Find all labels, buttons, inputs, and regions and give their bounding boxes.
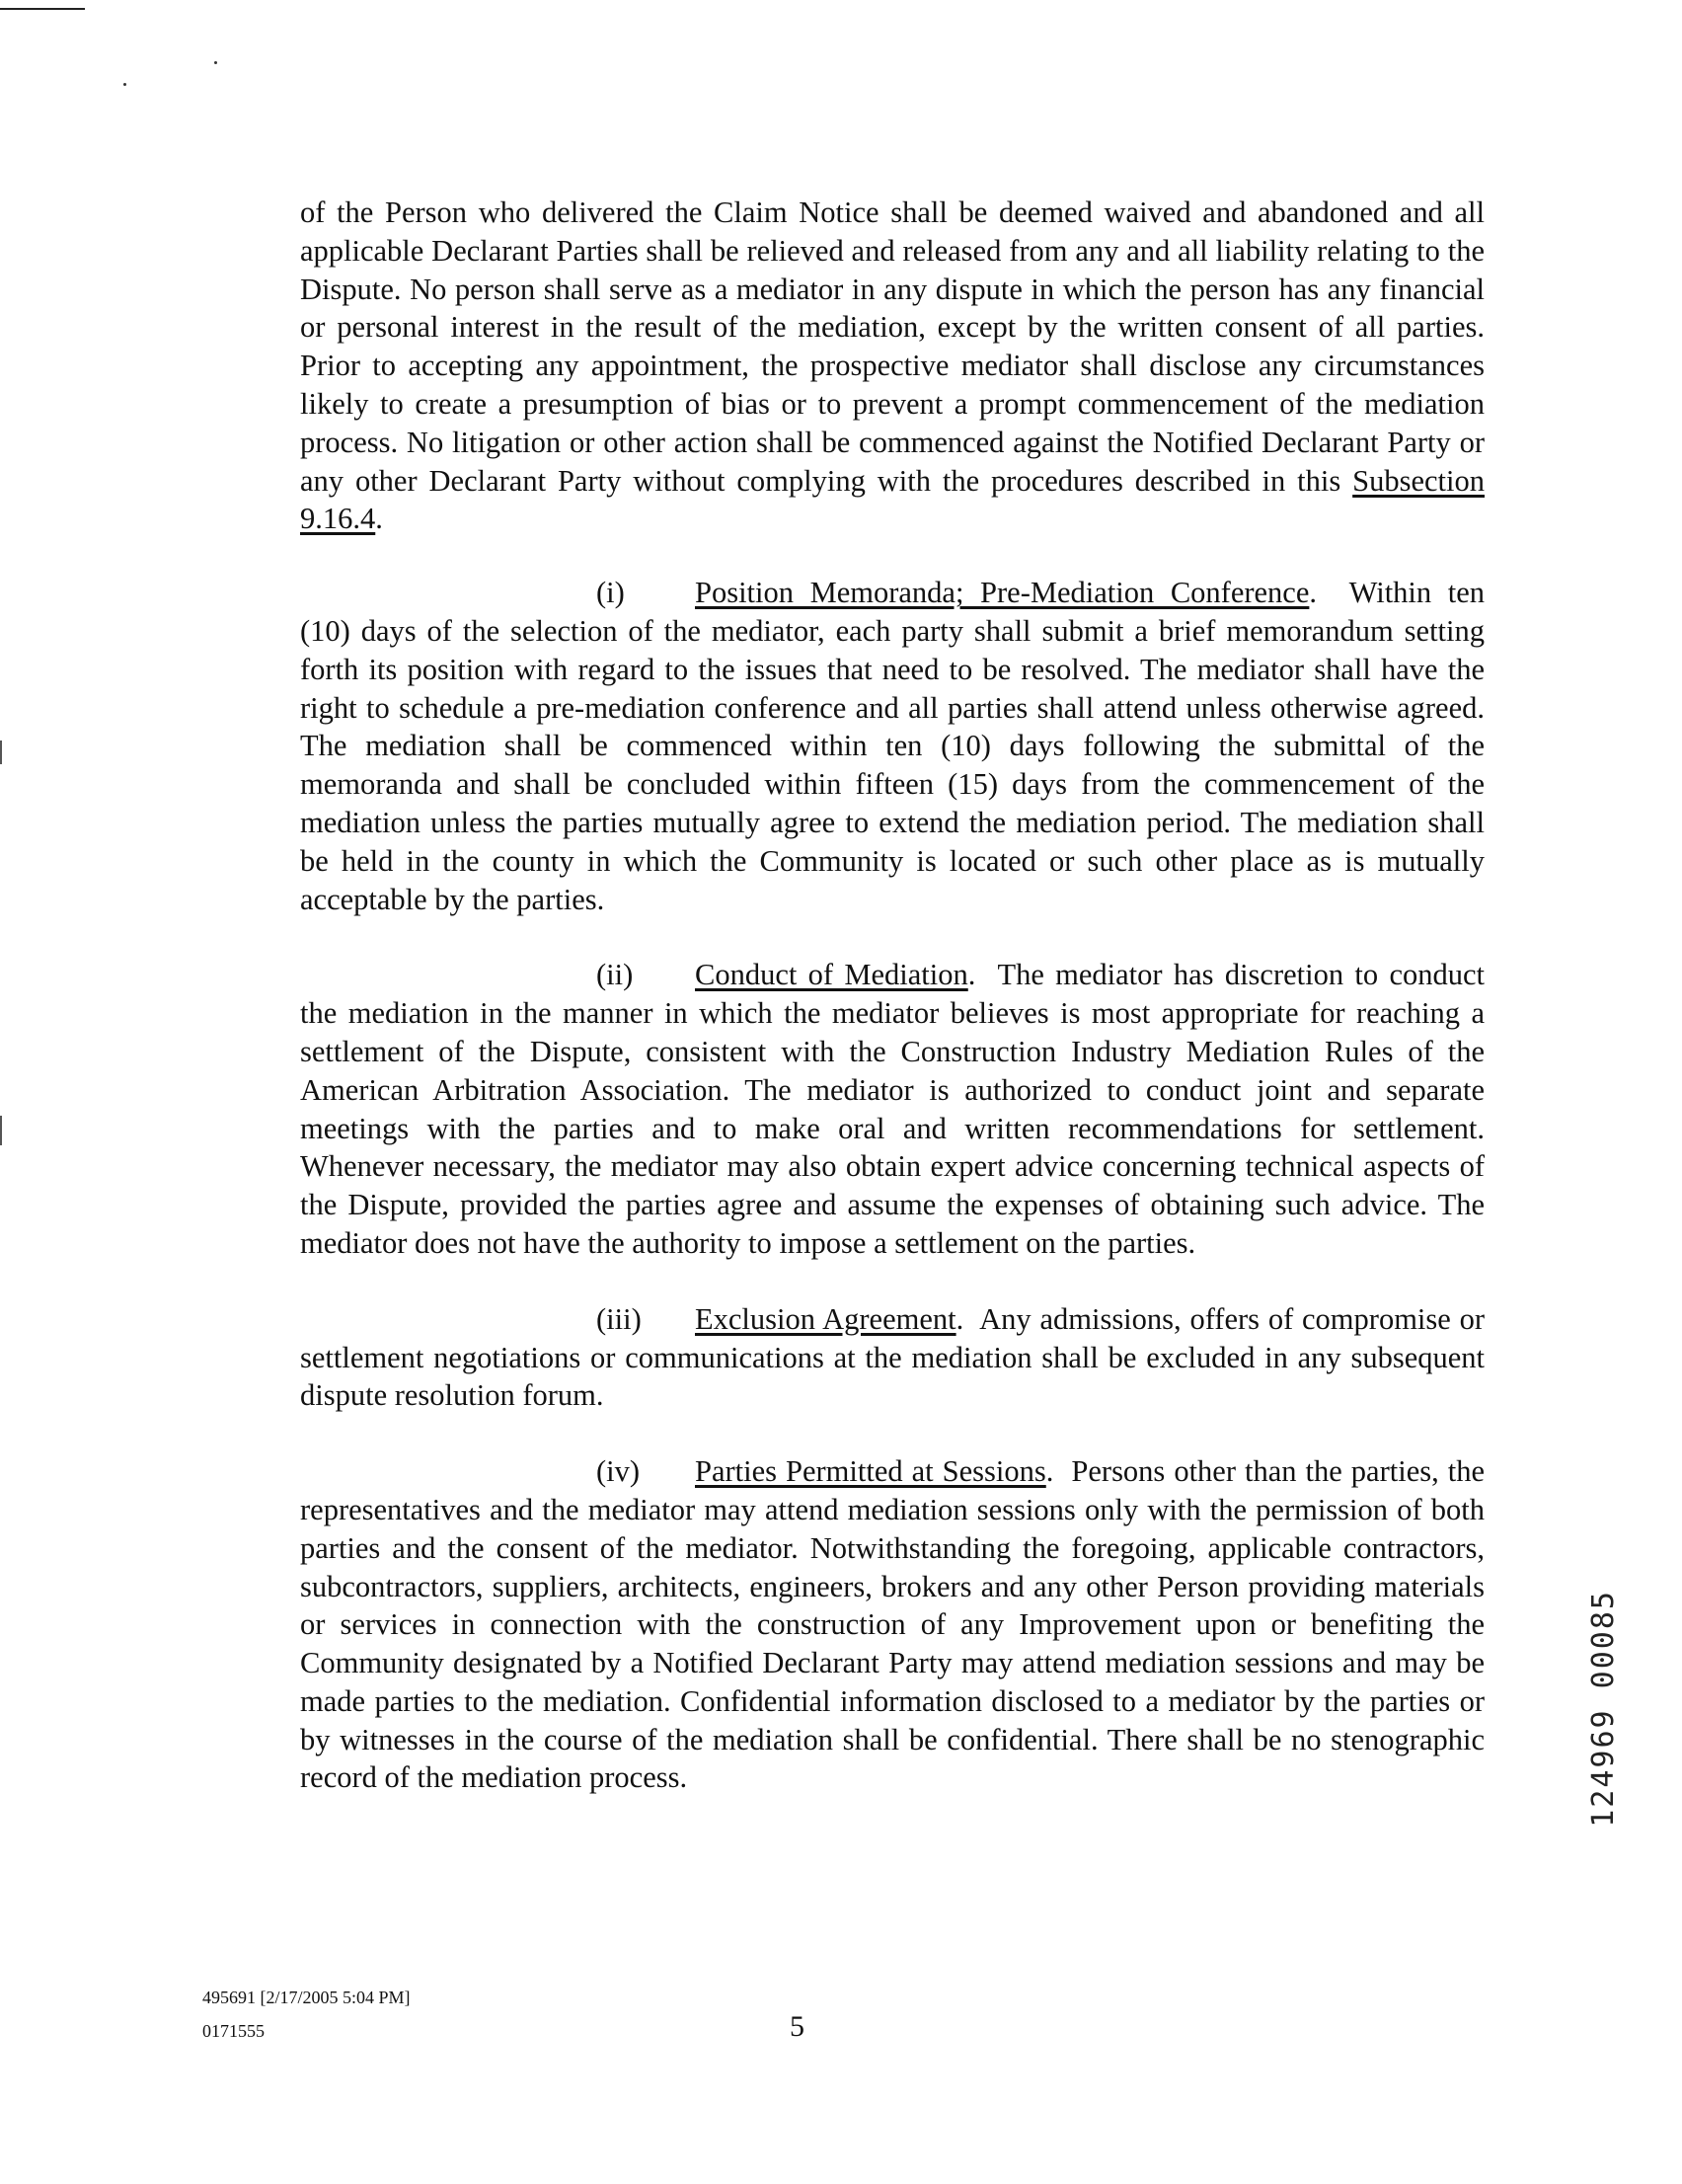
- page-number: 5: [790, 2010, 804, 2043]
- section-number: (i): [596, 576, 625, 610]
- footer-identifiers: [202, 1981, 411, 2048]
- footer-doc-id: 495691 [2/17/2005 5:04 PM]: [202, 1988, 411, 2007]
- section-text: Persons other than the parties, the representatives and the mediator may attend mediation sessions only with the permission of both parties and the consent of the mediator. Notwithstanding the foregoing, applicable contractors, subcontractors, suppliers, architects, engineers, brokers and any other Person providing materials or services in connection with the construction of any Improvement upon or benefiting the Community designated by a Notified Declarant Party may attend mediation sessions and may be made parties to the mediation. Confidential information disclosed to a mediator by the parties or by witnesses in the course of the mediation shall be confidential. There shall be no stenographic record of the mediation process.: [300, 1454, 1485, 1795]
- document-body: [300, 194, 1485, 1834]
- section-paragraph: (iii) Exclusion Agreement. Any admissions, offers of compromise or settlement negotiations or communications at the mediation shall be excluded in any subsequent dispute resolution forum.: [300, 1301, 1485, 1413]
- scan-artifact-line: [0, 8, 85, 10]
- side-stamp-number: 124969 00085: [1586, 1590, 1621, 1828]
- subsection-reference: Subsection 9.16.4: [300, 463, 1485, 536]
- scan-artifact-dot: [214, 61, 217, 64]
- scan-artifact-dot: [123, 83, 126, 86]
- section-text: Within ten (10) days of the selection of the mediator, each party shall submit a brief memorandum setting forth its position with regard to the issues that need to be resolved. The mediator shall have the right to schedule a pre-mediation conference and all parties shall attend unless otherwise agreed. The mediation shall be commenced within ten (10) days following the submittal of the memoranda and shall be concluded within fifteen (15) days from the commencement of the mediation unless the parties mutually agree to extend the mediation period. The mediation shall be held in the county in which the Community is located or such other place as is mutually acceptable by the parties.: [300, 576, 1486, 916]
- scan-edge-mark: [0, 1116, 2, 1145]
- section-number: (ii): [596, 958, 634, 992]
- section-paragraph: (i) Position Memoranda; Pre-Mediation Conference. Within ten (10) days of the selection of the mediator, each party shall submit a brief memorandum setting forth its position with regard to the issues that need to be resolved. The mediator shall have the right to schedule a pre-mediation conference and all parties shall attend unless otherwise agreed. The mediation shall be commenced within ten (10) days following the submittal of the memoranda and shall be concluded within fifteen (15) days from the commencement of the mediation unless the parties mutually agree to extend the mediation period. The mediation shall be held in the county in which the Community is located or such other place as is mutually acceptable by the parties.: [300, 576, 1486, 916]
- scan-edge-mark: [0, 741, 2, 764]
- section-heading: Parties Permitted at Sessions: [695, 1454, 1046, 1489]
- section-heading: Position Memoranda; Pre-Mediation Conference: [695, 576, 1310, 610]
- intro-text: of the Person who delivered the Claim Notice shall be deemed waived and abandoned and all applicable Declarant Parties shall be relieved and released from any and all liability relating to the Dispute. No person shall serve as a mediator in any dispute in which the person has any financial or personal interest in the result of the mediation, except by the written consent of all parties. Prior to accepting any appointment, the prospective mediator shall disclose any circumstances likely to create a presumption of bias or to prevent a prompt commencement of the mediation process. No litigation or other action shall be commenced against the Notified Declarant Party or any other Declarant Party without complying with the procedures described in this: [300, 195, 1485, 498]
- section-paragraph: (iv) Parties Permitted at Sessions. Persons other than the parties, the representatives and the mediator may attend mediation sessions only with the permission of both parties and the consent of the mediator. Notwithstanding the foregoing, applicable contractors, subcontractors, suppliers, architects, engineers, brokers and any other Person providing materials or services in connection with the construction of any Improvement upon or benefiting the Community designated by a Notified Declarant Party may attend mediation sessions and may be made parties to the mediation. Confidential information disclosed to a mediator by the parties or by witnesses in the course of the mediation shall be confidential. There shall be no stenographic record of the mediation process.: [300, 1454, 1485, 1795]
- section-paragraph: (ii) Conduct of Mediation. The mediator has discretion to conduct the mediation in the manner in which the mediator believes is most appropriate for reaching a settlement of the Dispute, consistent with the Construction Industry Mediation Rules of the American Arbitration Association. The mediator is authorized to conduct joint and separate meetings with the parties and to make oral and written recommendations for settlement. Whenever necessary, the mediator may also obtain expert advice concerning technical aspects of the Dispute, provided the parties agree and assume the expenses of obtaining such advice. The mediator does not have the authority to impose a settlement on the parties.: [300, 958, 1485, 1260]
- section-text: Any admissions, offers of compromise or settlement negotiations or communications at the mediation shall be excluded in any subsequent dispute resolution forum.: [300, 1301, 1485, 1413]
- intro-paragraph: [300, 194, 1485, 538]
- footer-file-number: 0171555: [202, 2021, 265, 2041]
- section-number: (iv): [596, 1454, 641, 1489]
- section-heading: Exclusion Agreement: [695, 1301, 956, 1336]
- intro-end: .: [375, 502, 383, 536]
- section-number: (iii): [596, 1301, 642, 1336]
- section-text: The mediator has discretion to conduct the mediation in the manner in which the mediator believes is most appropriate for reaching a settlement of the Dispute, consistent with the Construction Industry Mediation Rules of the American Arbitration Association. The mediator is authorized to conduct joint and separate meetings with the parties and to make oral and written recommendations for settlement. Whenever necessary, the mediator may also obtain expert advice concerning technical aspects of the Dispute, provided the parties agree and assume the expenses of obtaining such advice. The mediator does not have the authority to impose a settlement on the parties.: [300, 958, 1485, 1260]
- section-heading: Conduct of Mediation: [695, 958, 968, 992]
